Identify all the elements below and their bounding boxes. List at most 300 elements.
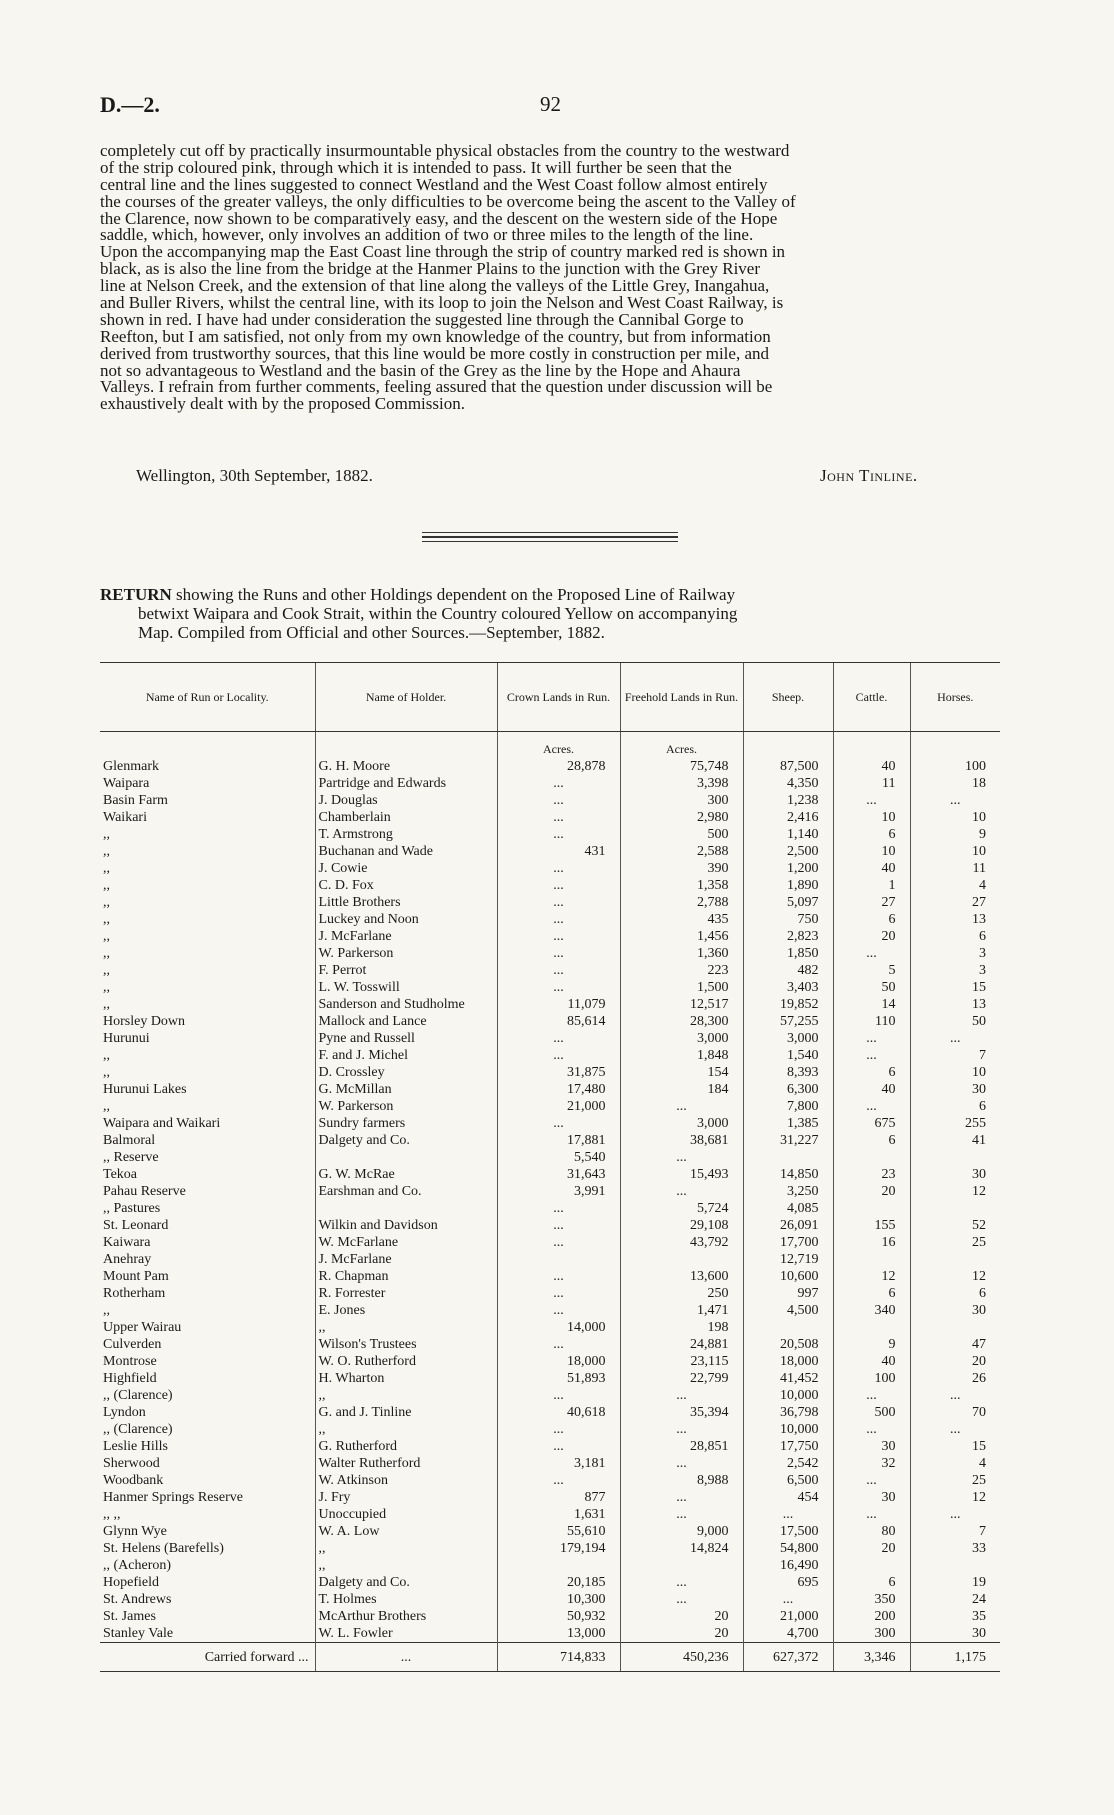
holder-name: C. D. Fox: [315, 877, 497, 894]
table-row: [100, 1472, 1000, 1489]
table-row: [100, 775, 1000, 792]
horses: 12: [910, 1268, 1000, 1285]
run-name: ,, Pastures: [103, 1201, 161, 1216]
freehold-lands: 24,881: [620, 1336, 743, 1353]
table-row: [100, 1574, 1000, 1591]
horses: 4: [910, 877, 1000, 894]
run-name: Horsley Down: [103, 1014, 186, 1029]
holder-name: J. McFarlane: [315, 1251, 497, 1268]
freehold-lands: 1,848: [620, 1047, 743, 1064]
run-name: ,,: [103, 912, 110, 927]
sheep: 750: [743, 911, 833, 928]
letter-line: not so advantageous to Westland and the basin of the Grey as the line by the Hope and Ahaura: [100, 362, 741, 380]
crown-lands: 1,631: [497, 1506, 620, 1523]
freehold-lands: 20: [620, 1625, 743, 1643]
holder-name: Dalgety and Co.: [315, 1574, 497, 1591]
cattle: 300: [833, 1625, 910, 1643]
cattle: [833, 1319, 910, 1336]
carried-forward-label: Carried forward ...: [100, 1643, 315, 1672]
holder-name: McArthur Brothers: [315, 1608, 497, 1625]
units-row: [100, 732, 1000, 759]
cattle: 9: [833, 1336, 910, 1353]
freehold-lands: 390: [620, 860, 743, 877]
freehold-lands: 300: [620, 792, 743, 809]
sheep: 17,750: [743, 1438, 833, 1455]
holder-name: R. Chapman: [315, 1268, 497, 1285]
cattle: 20: [833, 1540, 910, 1557]
sheep: 1,850: [743, 945, 833, 962]
holder-name: F. and J. Michel: [315, 1047, 497, 1064]
crown-lands: ...: [497, 962, 620, 979]
horses: 10: [910, 843, 1000, 860]
horses: 30: [910, 1302, 1000, 1319]
freehold-lands: ...: [620, 1183, 743, 1200]
horses: ...: [910, 1030, 1000, 1047]
sheep: 4,085: [743, 1200, 833, 1217]
holder-name: ,,: [315, 1557, 497, 1574]
horses: [910, 1251, 1000, 1268]
run-name: Pahau Reserve: [103, 1184, 186, 1199]
column-header: Horses.: [910, 663, 1000, 732]
crown-lands: 10,300: [497, 1591, 620, 1608]
total-value: 3,346: [833, 1643, 910, 1672]
holder-name: Walter Rutherford: [315, 1455, 497, 1472]
total-value: 714,833: [497, 1643, 620, 1672]
letter-line: exhaustively dealt with by the proposed Commission.: [100, 396, 465, 414]
freehold-lands: 38,681: [620, 1132, 743, 1149]
column-header: Freehold Lands in Run.: [620, 663, 743, 732]
table-row: [100, 809, 1000, 826]
unit-label: [833, 732, 910, 759]
letter-line: Reefton, but I am satisfied, not only from my own knowledge of the country, but from information: [100, 328, 771, 346]
return-title-line-3: Map. Compiled from Official and other Sources.—September, 1882.: [138, 623, 605, 642]
cattle: 20: [833, 1183, 910, 1200]
sheep: 12,719: [743, 1251, 833, 1268]
horses: 15: [910, 1438, 1000, 1455]
freehold-lands: 9,000: [620, 1523, 743, 1540]
run-name: ,,: [103, 844, 110, 859]
holder-name: H. Wharton: [315, 1370, 497, 1387]
crown-lands: 179,194: [497, 1540, 620, 1557]
freehold-lands: 29,108: [620, 1217, 743, 1234]
holder-name: G. H. Moore: [315, 758, 497, 775]
letter-line: the Clarence, now shown to be comparatively easy, and the descent on the western side of the Hope: [100, 210, 778, 228]
crown-lands: ...: [497, 826, 620, 843]
cattle: ...: [833, 1047, 910, 1064]
holder-name: Buchanan and Wade: [315, 843, 497, 860]
holder-name: Partridge and Edwards: [315, 775, 497, 792]
freehold-lands: 198: [620, 1319, 743, 1336]
sheep: 6,300: [743, 1081, 833, 1098]
cattle: 6: [833, 826, 910, 843]
crown-lands: 20,185: [497, 1574, 620, 1591]
horses: 30: [910, 1166, 1000, 1183]
crown-lands: 431: [497, 843, 620, 860]
freehold-lands: 3,000: [620, 1115, 743, 1132]
holder-name: Wilkin and Davidson: [315, 1217, 497, 1234]
cattle: ...: [833, 945, 910, 962]
freehold-lands: ...: [620, 1098, 743, 1115]
cattle: 6: [833, 1064, 910, 1081]
cattle: ...: [833, 1506, 910, 1523]
table-row: [100, 1540, 1000, 1557]
cattle: 40: [833, 758, 910, 775]
sheep: 5,097: [743, 894, 833, 911]
freehold-lands: 3,000: [620, 1030, 743, 1047]
sheep: 18,000: [743, 1353, 833, 1370]
table-row: [100, 1523, 1000, 1540]
run-name: Glynn Wye: [103, 1524, 167, 1539]
horses: ...: [910, 1421, 1000, 1438]
holder-name: Little Brothers: [315, 894, 497, 911]
freehold-lands: 1,500: [620, 979, 743, 996]
horses: 100: [910, 758, 1000, 775]
holder-name: ,,: [315, 1421, 497, 1438]
horses: 12: [910, 1183, 1000, 1200]
letter-date: Wellington, 30th September, 1882.: [136, 466, 373, 485]
table-row: [100, 1013, 1000, 1030]
freehold-lands: 1,471: [620, 1302, 743, 1319]
table-row: [100, 1149, 1000, 1166]
run-name: Highfield: [103, 1371, 157, 1386]
horses: 47: [910, 1336, 1000, 1353]
horses: 255: [910, 1115, 1000, 1132]
run-name: ,,: [103, 963, 110, 978]
table-row: [100, 945, 1000, 962]
letter-line: and Buller Rivers, whilst the central line, with its loop to join the Nelson and West Coast Railway, is: [100, 295, 784, 312]
sheep: 1,540: [743, 1047, 833, 1064]
crown-lands: 51,893: [497, 1370, 620, 1387]
holder-name: F. Perrot: [315, 962, 497, 979]
sheep: 997: [743, 1285, 833, 1302]
cattle: 1: [833, 877, 910, 894]
sheep: ...: [743, 1506, 833, 1523]
sheep: 17,500: [743, 1523, 833, 1540]
sheep: 20,508: [743, 1336, 833, 1353]
horses: 30: [910, 1081, 1000, 1098]
cattle: 12: [833, 1268, 910, 1285]
table-row: [100, 1132, 1000, 1149]
total-row: [100, 1643, 1000, 1672]
holder-name: G. and J. Tinline: [315, 1404, 497, 1421]
crown-lands: 85,614: [497, 1013, 620, 1030]
cattle: 32: [833, 1455, 910, 1472]
cattle: 340: [833, 1302, 910, 1319]
sheep: [743, 1149, 833, 1166]
sheep: 7,800: [743, 1098, 833, 1115]
cattle: 14: [833, 996, 910, 1013]
sheep: ...: [743, 1591, 833, 1608]
horses: [910, 1557, 1000, 1574]
freehold-lands: 22,799: [620, 1370, 743, 1387]
table-row: [100, 1404, 1000, 1421]
table-row: [100, 1064, 1000, 1081]
run-name: Hurunui: [103, 1031, 150, 1046]
freehold-lands: ...: [620, 1455, 743, 1472]
cattle: 30: [833, 1438, 910, 1455]
cattle: 5: [833, 962, 910, 979]
freehold-lands: ...: [620, 1574, 743, 1591]
sheep: 14,850: [743, 1166, 833, 1183]
table-row: [100, 996, 1000, 1013]
freehold-lands: 5,724: [620, 1200, 743, 1217]
freehold-lands: 20: [620, 1608, 743, 1625]
table-row: [100, 1234, 1000, 1251]
freehold-lands: 12,517: [620, 996, 743, 1013]
unit-label: [315, 732, 497, 759]
horses: 10: [910, 1064, 1000, 1081]
horses: [910, 1319, 1000, 1336]
horses: 35: [910, 1608, 1000, 1625]
holder-name: T. Armstrong: [315, 826, 497, 843]
crown-lands: ...: [497, 877, 620, 894]
table-row: [100, 1370, 1000, 1387]
cattle: 27: [833, 894, 910, 911]
sheep: 2,416: [743, 809, 833, 826]
sheep: 695: [743, 1574, 833, 1591]
cattle: [833, 1251, 910, 1268]
holder-name: R. Forrester: [315, 1285, 497, 1302]
horses: ...: [910, 792, 1000, 809]
crown-lands: ...: [497, 1472, 620, 1489]
crown-lands: 31,875: [497, 1064, 620, 1081]
table-row: [100, 928, 1000, 945]
column-header: Crown Lands in Run.: [497, 663, 620, 732]
crown-lands: 17,881: [497, 1132, 620, 1149]
freehold-lands: 250: [620, 1285, 743, 1302]
crown-lands: ...: [497, 894, 620, 911]
crown-lands: [497, 1557, 620, 1574]
table-row: [100, 1608, 1000, 1625]
table-row: [100, 1421, 1000, 1438]
table-row: [100, 1285, 1000, 1302]
sheep: 4,700: [743, 1625, 833, 1643]
holder-name: Sanderson and Studholme: [315, 996, 497, 1013]
horses: 26: [910, 1370, 1000, 1387]
divider-rule: [422, 536, 678, 538]
run-name: Hanmer Springs Reserve: [103, 1490, 243, 1505]
holder-name: Chamberlain: [315, 809, 497, 826]
holder-name: G. W. McRae: [315, 1166, 497, 1183]
cattle: 11: [833, 775, 910, 792]
page-number: 92: [540, 92, 561, 116]
freehold-lands: 2,980: [620, 809, 743, 826]
table-row: [100, 1319, 1000, 1336]
total-value: 450,236: [620, 1643, 743, 1672]
sheep: 3,250: [743, 1183, 833, 1200]
run-name: Montrose: [103, 1354, 157, 1369]
table-row: [100, 1387, 1000, 1404]
horses: 25: [910, 1234, 1000, 1251]
table-row: [100, 1438, 1000, 1455]
cattle: 50: [833, 979, 910, 996]
cattle: 100: [833, 1370, 910, 1387]
sheep: 2,542: [743, 1455, 833, 1472]
freehold-lands: 15,493: [620, 1166, 743, 1183]
run-name: Glenmark: [103, 759, 159, 774]
holder-name: Wilson's Trustees: [315, 1336, 497, 1353]
run-name: St. Leonard: [103, 1218, 169, 1233]
sheep: 10,000: [743, 1387, 833, 1404]
horses: 19: [910, 1574, 1000, 1591]
run-name: ,,: [103, 827, 110, 842]
runs-table: [100, 662, 1000, 1672]
freehold-lands: 8,988: [620, 1472, 743, 1489]
crown-lands: 3,991: [497, 1183, 620, 1200]
holder-name: W. Atkinson: [315, 1472, 497, 1489]
cattle: [833, 1200, 910, 1217]
holder-name: Sundry farmers: [315, 1115, 497, 1132]
letter-line: line at Nelson Creek, and the extension of that line along the valleys of the Little Grey, Inangahua,: [100, 278, 770, 296]
sheep: 8,393: [743, 1064, 833, 1081]
cattle: 80: [833, 1523, 910, 1540]
crown-lands: ...: [497, 1268, 620, 1285]
crown-lands: 14,000: [497, 1319, 620, 1336]
run-name: ,, (Acheron): [103, 1558, 172, 1573]
freehold-lands: [620, 1251, 743, 1268]
cattle: 40: [833, 1081, 910, 1098]
unit-label: [743, 732, 833, 759]
sheep: 1,385: [743, 1115, 833, 1132]
freehold-lands: ...: [620, 1506, 743, 1523]
run-name: ,, (Clarence): [103, 1388, 173, 1403]
sheep: 2,500: [743, 843, 833, 860]
crown-lands: 877: [497, 1489, 620, 1506]
sheep: 10,600: [743, 1268, 833, 1285]
horses: 70: [910, 1404, 1000, 1421]
table-row: [100, 911, 1000, 928]
table-row: [100, 1183, 1000, 1200]
crown-lands: ...: [497, 809, 620, 826]
holder-name: Mallock and Lance: [315, 1013, 497, 1030]
table-row: [100, 962, 1000, 979]
cattle: 6: [833, 1132, 910, 1149]
run-name: Mount Pam: [103, 1269, 169, 1284]
horses: 33: [910, 1540, 1000, 1557]
holder-name: [315, 1200, 497, 1217]
table-row: [100, 1268, 1000, 1285]
horses: 20: [910, 1353, 1000, 1370]
run-name: ,, ,,: [103, 1507, 121, 1522]
table-row: [100, 792, 1000, 809]
letter-line: Upon the accompanying map the East Coast line through the strip of country marked red is shown in: [100, 244, 786, 262]
horses: 13: [910, 911, 1000, 928]
run-name: Stanley Vale: [103, 1626, 174, 1641]
crown-lands: ...: [497, 1336, 620, 1353]
column-header: Name of Holder.: [315, 663, 497, 732]
freehold-lands: ...: [620, 1387, 743, 1404]
freehold-lands: 13,600: [620, 1268, 743, 1285]
crown-lands: 55,610: [497, 1523, 620, 1540]
page-header: [100, 92, 1000, 122]
freehold-lands: ...: [620, 1489, 743, 1506]
holder-name: Unoccupied: [315, 1506, 497, 1523]
holder-name: Luckey and Noon: [315, 911, 497, 928]
return-title-line-2: betwixt Waipara and Cook Strait, within the Country coloured Yellow on accompanying: [138, 604, 738, 623]
run-name: Balmoral: [103, 1133, 156, 1148]
unit-label: Acres.: [497, 732, 620, 759]
run-name: St. Helens (Barefells): [103, 1541, 224, 1556]
sheep: 1,238: [743, 792, 833, 809]
table-row: [100, 894, 1000, 911]
run-name: Waipara and Waikari: [103, 1116, 221, 1131]
cattle: 500: [833, 1404, 910, 1421]
sheep: 21,000: [743, 1608, 833, 1625]
freehold-lands: 1,456: [620, 928, 743, 945]
letter-line: of the strip coloured pink, through which it is intended to pass. It will further be seen that the: [100, 159, 732, 177]
table-row: [100, 1200, 1000, 1217]
table-row: [100, 1591, 1000, 1608]
run-name: Kaiwara: [103, 1235, 151, 1250]
divider-rule: [422, 532, 678, 533]
sheep: 6,500: [743, 1472, 833, 1489]
horses: 24: [910, 1591, 1000, 1608]
letter-line: shown in red. I have had under consideration the suggested line through the Cannibal Gorge to: [100, 311, 744, 329]
run-name: Waikari: [103, 810, 147, 825]
cattle: 40: [833, 1353, 910, 1370]
horses: 11: [910, 860, 1000, 877]
cattle: ...: [833, 1098, 910, 1115]
table-row: [100, 1098, 1000, 1115]
sheep: 3,403: [743, 979, 833, 996]
run-name: Anehray: [103, 1252, 152, 1267]
horses: 41: [910, 1132, 1000, 1149]
sheep: 16,490: [743, 1557, 833, 1574]
holder-name: W. Parkerson: [315, 945, 497, 962]
horses: 6: [910, 1098, 1000, 1115]
crown-lands: ...: [497, 911, 620, 928]
holder-name: J. Douglas: [315, 792, 497, 809]
table-row: [100, 1251, 1000, 1268]
cattle: 10: [833, 809, 910, 826]
holder-name: W. L. Fowler: [315, 1625, 497, 1643]
document-reference: D.—2.: [100, 92, 160, 117]
crown-lands: ...: [497, 1115, 620, 1132]
table-row: [100, 1489, 1000, 1506]
freehold-lands: ...: [620, 1421, 743, 1438]
horses: 6: [910, 1285, 1000, 1302]
crown-lands: ...: [497, 928, 620, 945]
crown-lands: ...: [497, 1421, 620, 1438]
sheep: 31,227: [743, 1132, 833, 1149]
table-row: [100, 1455, 1000, 1472]
holder-name: Pyne and Russell: [315, 1030, 497, 1047]
horses: 9: [910, 826, 1000, 843]
crown-lands: ...: [497, 1234, 620, 1251]
run-name: Culverden: [103, 1337, 162, 1352]
holder-name: T. Holmes: [315, 1591, 497, 1608]
letter-signature: John Tinline.: [820, 466, 918, 485]
table-row: [100, 877, 1000, 894]
crown-lands: ...: [497, 775, 620, 792]
freehold-lands: 184: [620, 1081, 743, 1098]
run-name: ,, Reserve: [103, 1150, 159, 1165]
letter-line: black, as is also the line from the bridge at the Hanmer Plains to the junction with the Grey River: [100, 261, 761, 279]
crown-lands: 17,480: [497, 1081, 620, 1098]
horses: 7: [910, 1523, 1000, 1540]
table-row: [100, 1217, 1000, 1234]
crown-lands: 21,000: [497, 1098, 620, 1115]
column-header: Sheep.: [743, 663, 833, 732]
freehold-lands: [620, 1557, 743, 1574]
crown-lands: 11,079: [497, 996, 620, 1013]
freehold-lands: 28,851: [620, 1438, 743, 1455]
run-name: ,,: [103, 861, 110, 876]
freehold-lands: ...: [620, 1591, 743, 1608]
holder-name: E. Jones: [315, 1302, 497, 1319]
cattle: 155: [833, 1217, 910, 1234]
holder-name: W. McFarlane: [315, 1234, 497, 1251]
